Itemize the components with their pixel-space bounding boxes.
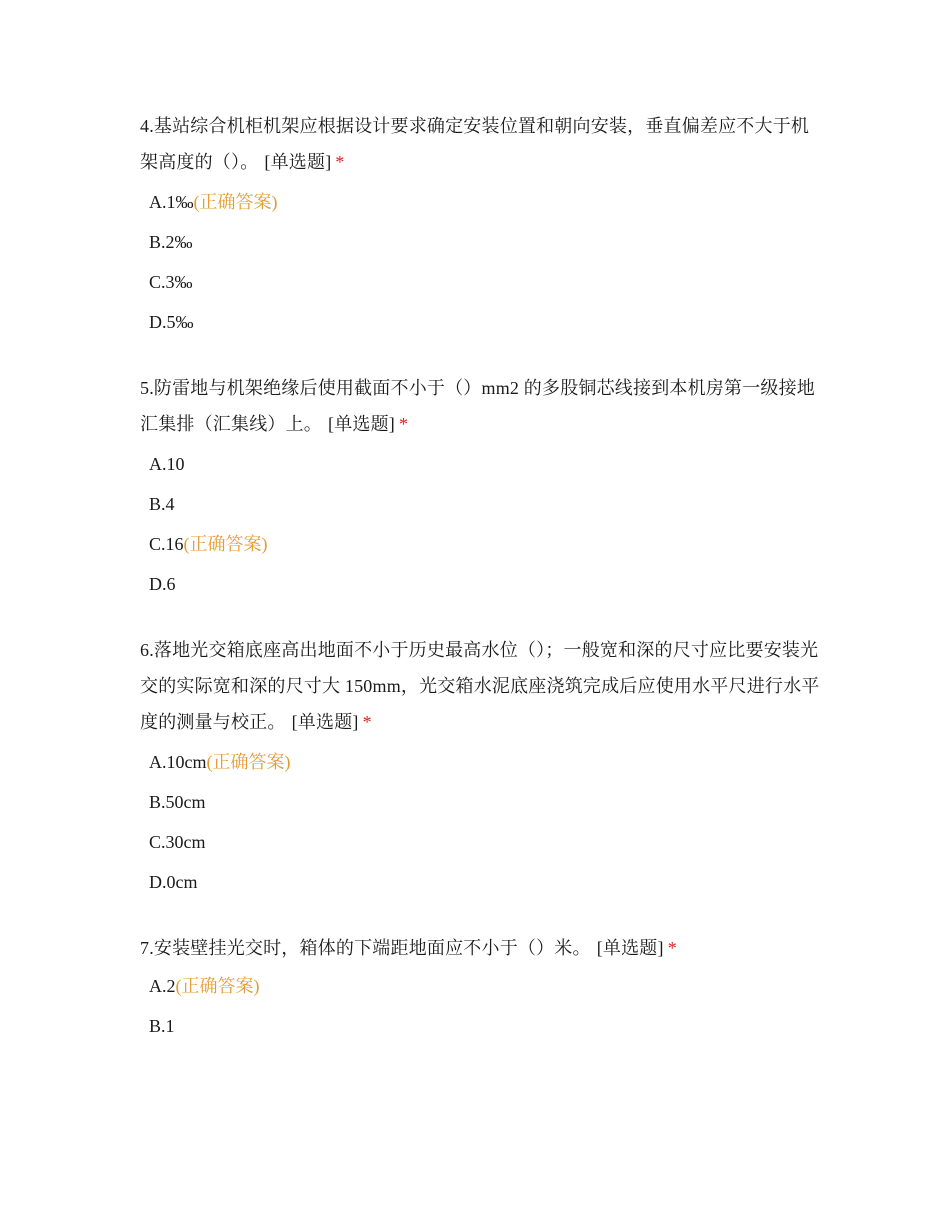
question-6	[140, 632, 820, 894]
question-type-label: [单选题]	[328, 414, 395, 434]
required-mark: *	[362, 712, 372, 732]
option-c[interactable]	[149, 270, 820, 294]
required-mark: *	[667, 938, 677, 958]
option-c[interactable]	[149, 532, 820, 556]
option-label: A.2	[149, 976, 176, 996]
option-b[interactable]	[149, 492, 820, 516]
option-label: C.3‰	[149, 272, 193, 292]
option-b[interactable]	[149, 790, 820, 814]
question-type-label: [单选题]	[264, 152, 332, 172]
question-4-text	[140, 108, 820, 180]
question-5-text	[140, 370, 820, 442]
correct-answer-tag: (正确答案)	[183, 534, 268, 554]
option-label: B.4	[149, 494, 175, 514]
option-label: B.2‰	[149, 232, 193, 252]
question-7-text	[140, 930, 820, 966]
question-4-stem: 4.基站综合机柜机架应根据设计要求确定安装位置和朝向安装，垂直偏差应不大于机架高度的（）。	[140, 116, 810, 172]
option-label: D.6	[149, 574, 176, 594]
option-label: B.1	[149, 1016, 175, 1036]
correct-answer-tag: (正确答案)	[193, 192, 278, 212]
option-c[interactable]	[149, 830, 820, 854]
question-6-text	[140, 632, 820, 740]
question-type-label: [单选题]	[291, 712, 359, 732]
option-b[interactable]	[149, 230, 820, 254]
option-a[interactable]	[149, 190, 820, 214]
question-7	[140, 930, 820, 1038]
option-label: A.1‰	[149, 192, 194, 212]
question-6-stem: 6.落地光交箱底座高出地面不小于历史最高水位（）；一般宽和深的尺寸应比要安装光交的实际宽和深的尺寸大 150mm，光交箱水泥底座浇筑完成后应使用水平尺进行水平度的测量与校正。	[140, 640, 820, 732]
question-7-stem: 7.安装壁挂光交时，箱体的下端距地面应不小于（）米。	[140, 938, 591, 958]
option-d[interactable]	[149, 870, 820, 894]
option-label: A.10cm	[149, 752, 207, 772]
option-label: C.16	[149, 534, 184, 554]
correct-answer-tag: (正确答案)	[206, 752, 291, 772]
option-a[interactable]	[149, 452, 820, 476]
correct-answer-tag: (正确答案)	[175, 976, 260, 996]
option-b[interactable]	[149, 1014, 820, 1038]
question-5	[140, 370, 820, 596]
question-5-stem: 5.防雷地与机架绝缘后使用截面不小于（）mm2 的多股铜芯线接到本机房第一级接地汇集排（汇集线）上。	[140, 378, 815, 434]
required-mark: *	[335, 152, 345, 172]
required-mark: *	[399, 414, 409, 434]
option-label: D.5‰	[149, 312, 194, 332]
option-d[interactable]	[149, 310, 820, 334]
question-type-label: [单选题]	[596, 938, 664, 958]
option-label: C.30cm	[149, 832, 206, 852]
option-a[interactable]	[149, 974, 820, 998]
option-d[interactable]	[149, 572, 820, 596]
option-label: B.50cm	[149, 792, 206, 812]
question-list	[140, 108, 820, 1074]
option-label: A.10	[149, 454, 185, 474]
option-a[interactable]	[149, 750, 820, 774]
option-label: D.0cm	[149, 872, 198, 892]
question-4	[140, 108, 820, 334]
